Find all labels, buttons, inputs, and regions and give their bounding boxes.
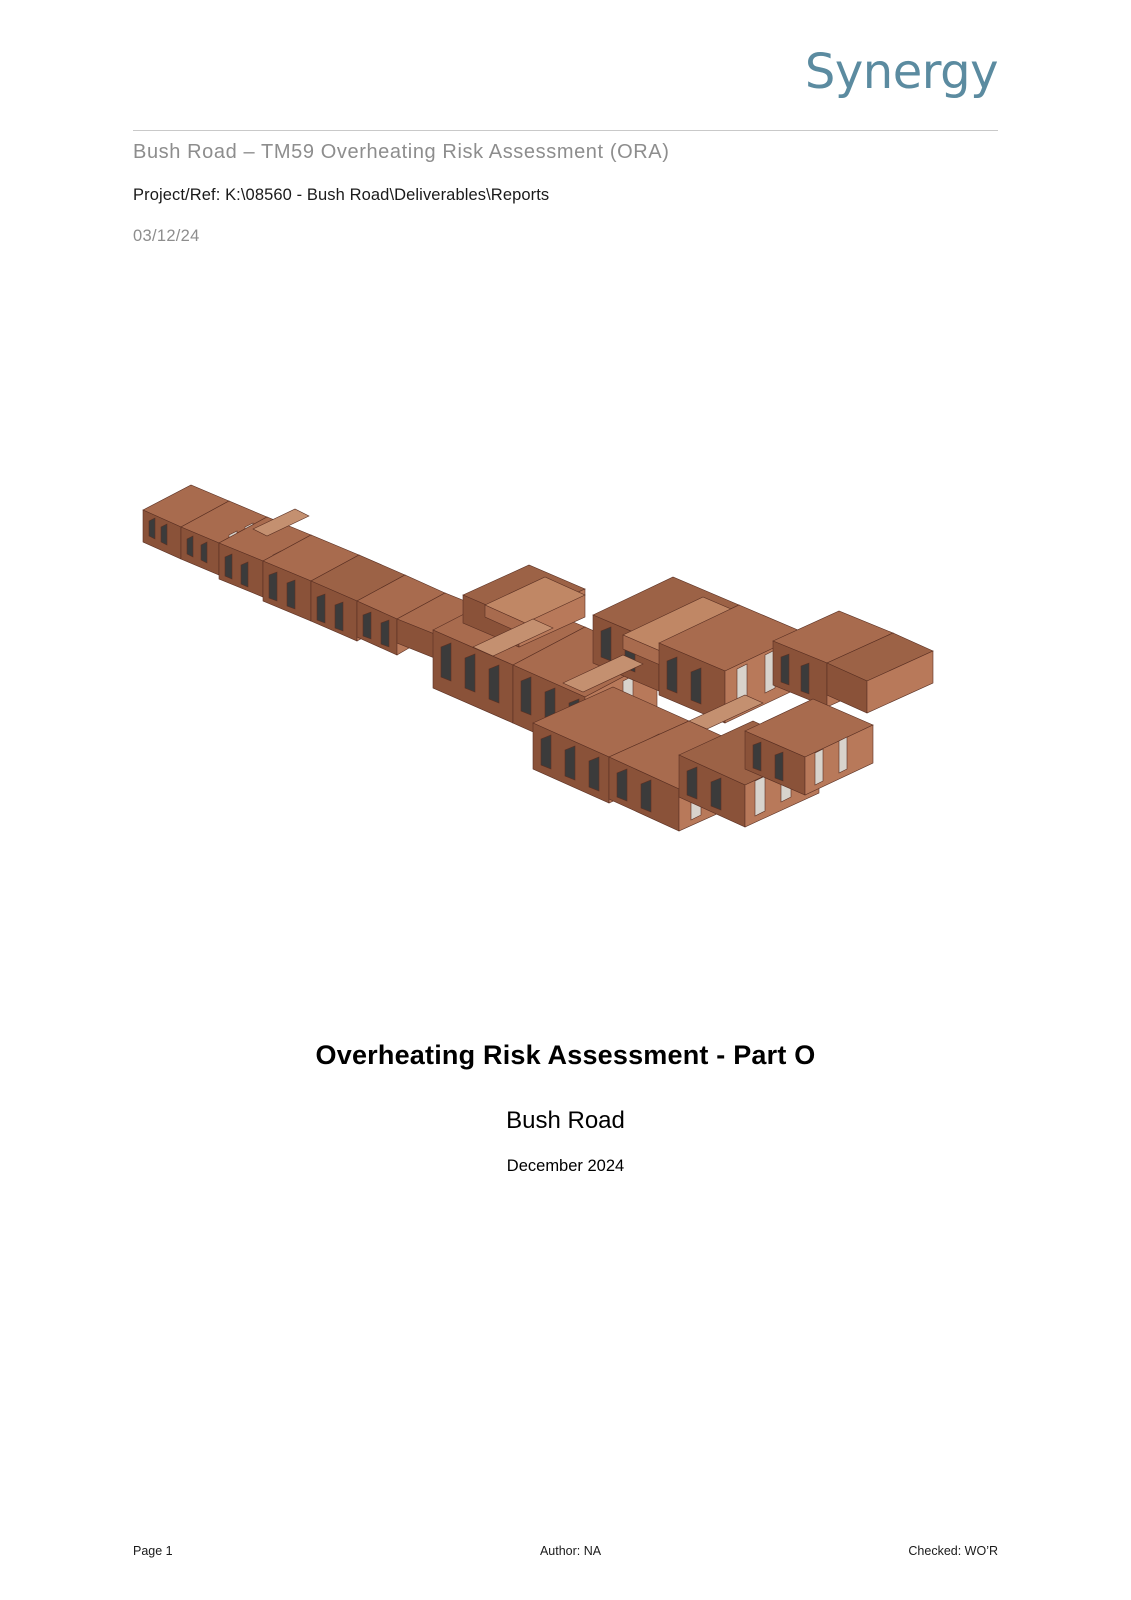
page-title: Bush Road – TM59 Overheating Risk Assessment (ORA) — [133, 141, 670, 163]
cover-block — [0, 1040, 1131, 1176]
footer-author: Author: NA — [539, 1544, 602, 1558]
header-date: 03/12/24 — [133, 227, 200, 245]
footer-checked-by: Checked: WO’R — [908, 1544, 998, 1558]
cover-title: Overheating Risk Assessment - Part O — [315, 1040, 816, 1070]
synergy-logo — [804, 44, 998, 100]
logo-text: Synergy — [804, 44, 998, 100]
page-footer — [133, 1544, 998, 1558]
building-3d-render — [133, 455, 998, 845]
footer-page-number: Page 1 — [133, 1544, 173, 1558]
cover-subtitle: Bush Road — [506, 1107, 625, 1134]
project-reference: Project/Ref: K:\08560 - Bush Road\Deliverables\Reports — [133, 186, 550, 204]
cover-date: December 2024 — [506, 1157, 625, 1175]
header-divider — [133, 130, 998, 131]
